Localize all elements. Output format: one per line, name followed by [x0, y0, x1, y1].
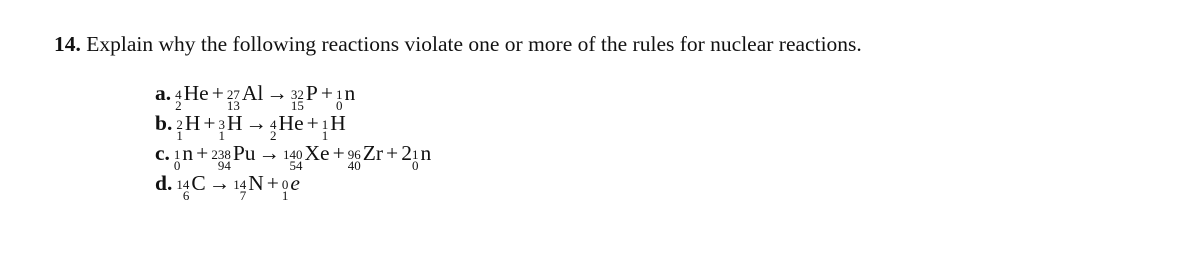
mass-number: 4: [270, 117, 277, 132]
reaction-line: [155, 108, 431, 143]
nuclide: [322, 108, 346, 142]
atomic-number: 1: [281, 188, 289, 203]
nuclide: [401, 138, 431, 172]
nuclide: [283, 138, 330, 172]
nuclide: [176, 168, 205, 202]
nuclide-numbers: [412, 149, 419, 171]
nuclide: [227, 78, 264, 112]
element-symbol: n: [344, 81, 356, 105]
reaction-line: [155, 168, 431, 203]
mass-number: 14: [233, 177, 247, 192]
element-symbol: He: [278, 111, 304, 135]
atomic-number: 0: [335, 98, 343, 113]
mass-number: 1: [411, 147, 419, 162]
mass-number: 140: [283, 147, 303, 162]
reaction-letter: b.: [155, 111, 173, 135]
arrow-symbol: →: [258, 141, 281, 165]
nuclide: [270, 108, 304, 142]
atomic-number: 7: [239, 188, 247, 203]
element-symbol: n: [182, 141, 194, 165]
element-symbol: He: [183, 81, 209, 105]
nuclide: [175, 78, 209, 112]
nuclide-numbers: [282, 179, 289, 201]
atomic-number: 6: [182, 188, 190, 203]
atomic-number: 0: [173, 158, 181, 173]
nuclide: [233, 168, 264, 202]
mass-number: 96: [347, 147, 361, 162]
mass-number: 2: [176, 117, 183, 132]
mass-number: 4: [175, 87, 182, 102]
reaction-letter: c.: [155, 141, 170, 165]
mass-number: 1: [335, 87, 343, 102]
element-symbol: H: [184, 111, 201, 135]
atomic-number: 40: [347, 158, 361, 173]
atomic-number: 94: [217, 158, 231, 173]
plus-symbol: +: [211, 81, 224, 105]
nuclide-numbers: [176, 179, 189, 201]
nuclide: [336, 78, 355, 112]
atomic-number: 13: [226, 98, 240, 113]
element-symbol: H: [227, 111, 243, 135]
plus-symbol: +: [306, 111, 319, 135]
atomic-number: 2: [175, 98, 182, 113]
reaction-list: [155, 78, 432, 203]
arrow-symbol: →: [266, 81, 288, 105]
arrow-symbol: →: [245, 111, 268, 135]
plus-symbol: +: [320, 81, 333, 105]
element-symbol: C: [191, 171, 206, 195]
mass-number: 14: [176, 177, 190, 192]
element-symbol: N: [248, 171, 264, 195]
element-symbol: n: [420, 141, 432, 165]
reaction-letter: d.: [155, 171, 173, 195]
mass-number: 27: [226, 87, 240, 102]
arrow-symbol: →: [208, 171, 231, 195]
nuclide-numbers: [233, 179, 246, 201]
plus-symbol: +: [196, 141, 209, 165]
mass-number: 238: [211, 147, 231, 162]
element-symbol: H: [330, 111, 346, 135]
coefficient: 2: [401, 141, 412, 165]
atomic-number: 1: [218, 128, 226, 143]
element-symbol: Zr: [362, 141, 384, 165]
atomic-number: 0: [411, 158, 419, 173]
nuclide: [282, 168, 300, 202]
element-symbol: Xe: [304, 141, 330, 165]
atomic-number: 54: [289, 158, 303, 173]
mass-number: 1: [173, 147, 181, 162]
plus-symbol: +: [203, 111, 216, 135]
reaction-letter: a.: [155, 81, 172, 105]
question-text: Explain why the following reactions violate one or more of the rules for nuclear reactions.: [86, 32, 862, 56]
reaction-line: [155, 78, 431, 113]
question-line: [54, 32, 862, 57]
plus-symbol: +: [386, 141, 399, 165]
element-symbol: Al: [241, 81, 264, 105]
plus-symbol: +: [266, 171, 279, 195]
element-symbol: e: [290, 171, 300, 195]
nuclide-numbers: [211, 149, 231, 171]
mass-number: 32: [290, 87, 304, 102]
nuclide-numbers: [270, 119, 277, 141]
atomic-number: 1: [321, 128, 329, 143]
mass-number: 1: [321, 117, 329, 132]
nuclide: [219, 108, 243, 142]
atomic-number: 15: [290, 98, 304, 113]
reaction-line: [155, 138, 432, 173]
mass-number: 0: [281, 177, 289, 192]
nuclide: [174, 138, 193, 172]
nuclide: [291, 78, 318, 112]
element-symbol: Pu: [232, 141, 256, 165]
atomic-number: 1: [176, 128, 183, 143]
nuclide-numbers: [348, 149, 361, 171]
element-symbol: P: [305, 81, 318, 105]
mass-number: 3: [218, 117, 226, 132]
nuclide: [348, 138, 383, 172]
atomic-number: 2: [270, 128, 277, 143]
plus-symbol: +: [332, 141, 345, 165]
question-number: 14.: [54, 32, 81, 56]
nuclide: [211, 138, 255, 172]
nuclide: [176, 108, 200, 142]
